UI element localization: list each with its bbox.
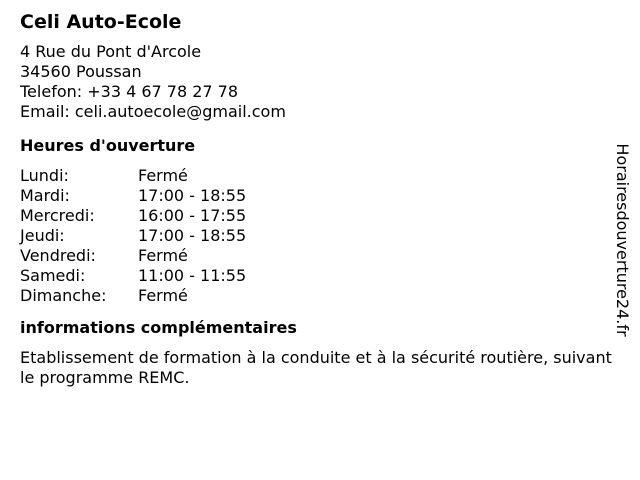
hours-time: 16:00 - 17:55 — [138, 206, 247, 225]
site-watermark: Horairesdouverture24.fr — [613, 143, 632, 337]
business-name: Celi Auto-Ecole — [20, 11, 182, 33]
hours-heading: Heures d'ouverture — [20, 136, 196, 155]
hours-row — [20, 186, 610, 206]
hours-time: Fermé — [138, 246, 188, 265]
hours-day: Vendredi: — [20, 246, 96, 265]
hours-row — [20, 226, 610, 246]
hours-table — [20, 166, 610, 306]
hours-day: Jeudi: — [20, 226, 65, 245]
email-line: Email: celi.autoecole@gmail.com — [20, 102, 286, 121]
address-city: 34560 Poussan — [20, 62, 142, 81]
hours-day: Lundi: — [20, 166, 69, 185]
hours-time: Fermé — [138, 286, 188, 305]
info-heading: informations complémentaires — [20, 318, 297, 337]
business-card — [20, 10, 610, 388]
hours-time: 11:00 - 11:55 — [138, 266, 247, 285]
hours-day: Samedi: — [20, 266, 86, 285]
hours-time: 17:00 - 18:55 — [138, 226, 247, 245]
hours-row — [20, 286, 610, 306]
hours-day: Mercredi: — [20, 206, 95, 225]
hours-row — [20, 206, 610, 226]
hours-day: Mardi: — [20, 186, 70, 205]
address-street: 4 Rue du Pont d'Arcole — [20, 42, 202, 61]
hours-time: 17:00 - 18:55 — [138, 186, 247, 205]
hours-row — [20, 246, 610, 266]
hours-day: Dimanche: — [20, 286, 107, 305]
hours-row — [20, 266, 610, 286]
description-text: Etablissement de formation à la conduite et à la sécurité routière, suivant le programme REMC. — [20, 348, 612, 387]
phone-line: Telefon: +33 4 67 78 27 78 — [20, 82, 239, 101]
hours-row — [20, 166, 610, 186]
hours-time: Fermé — [138, 166, 188, 185]
